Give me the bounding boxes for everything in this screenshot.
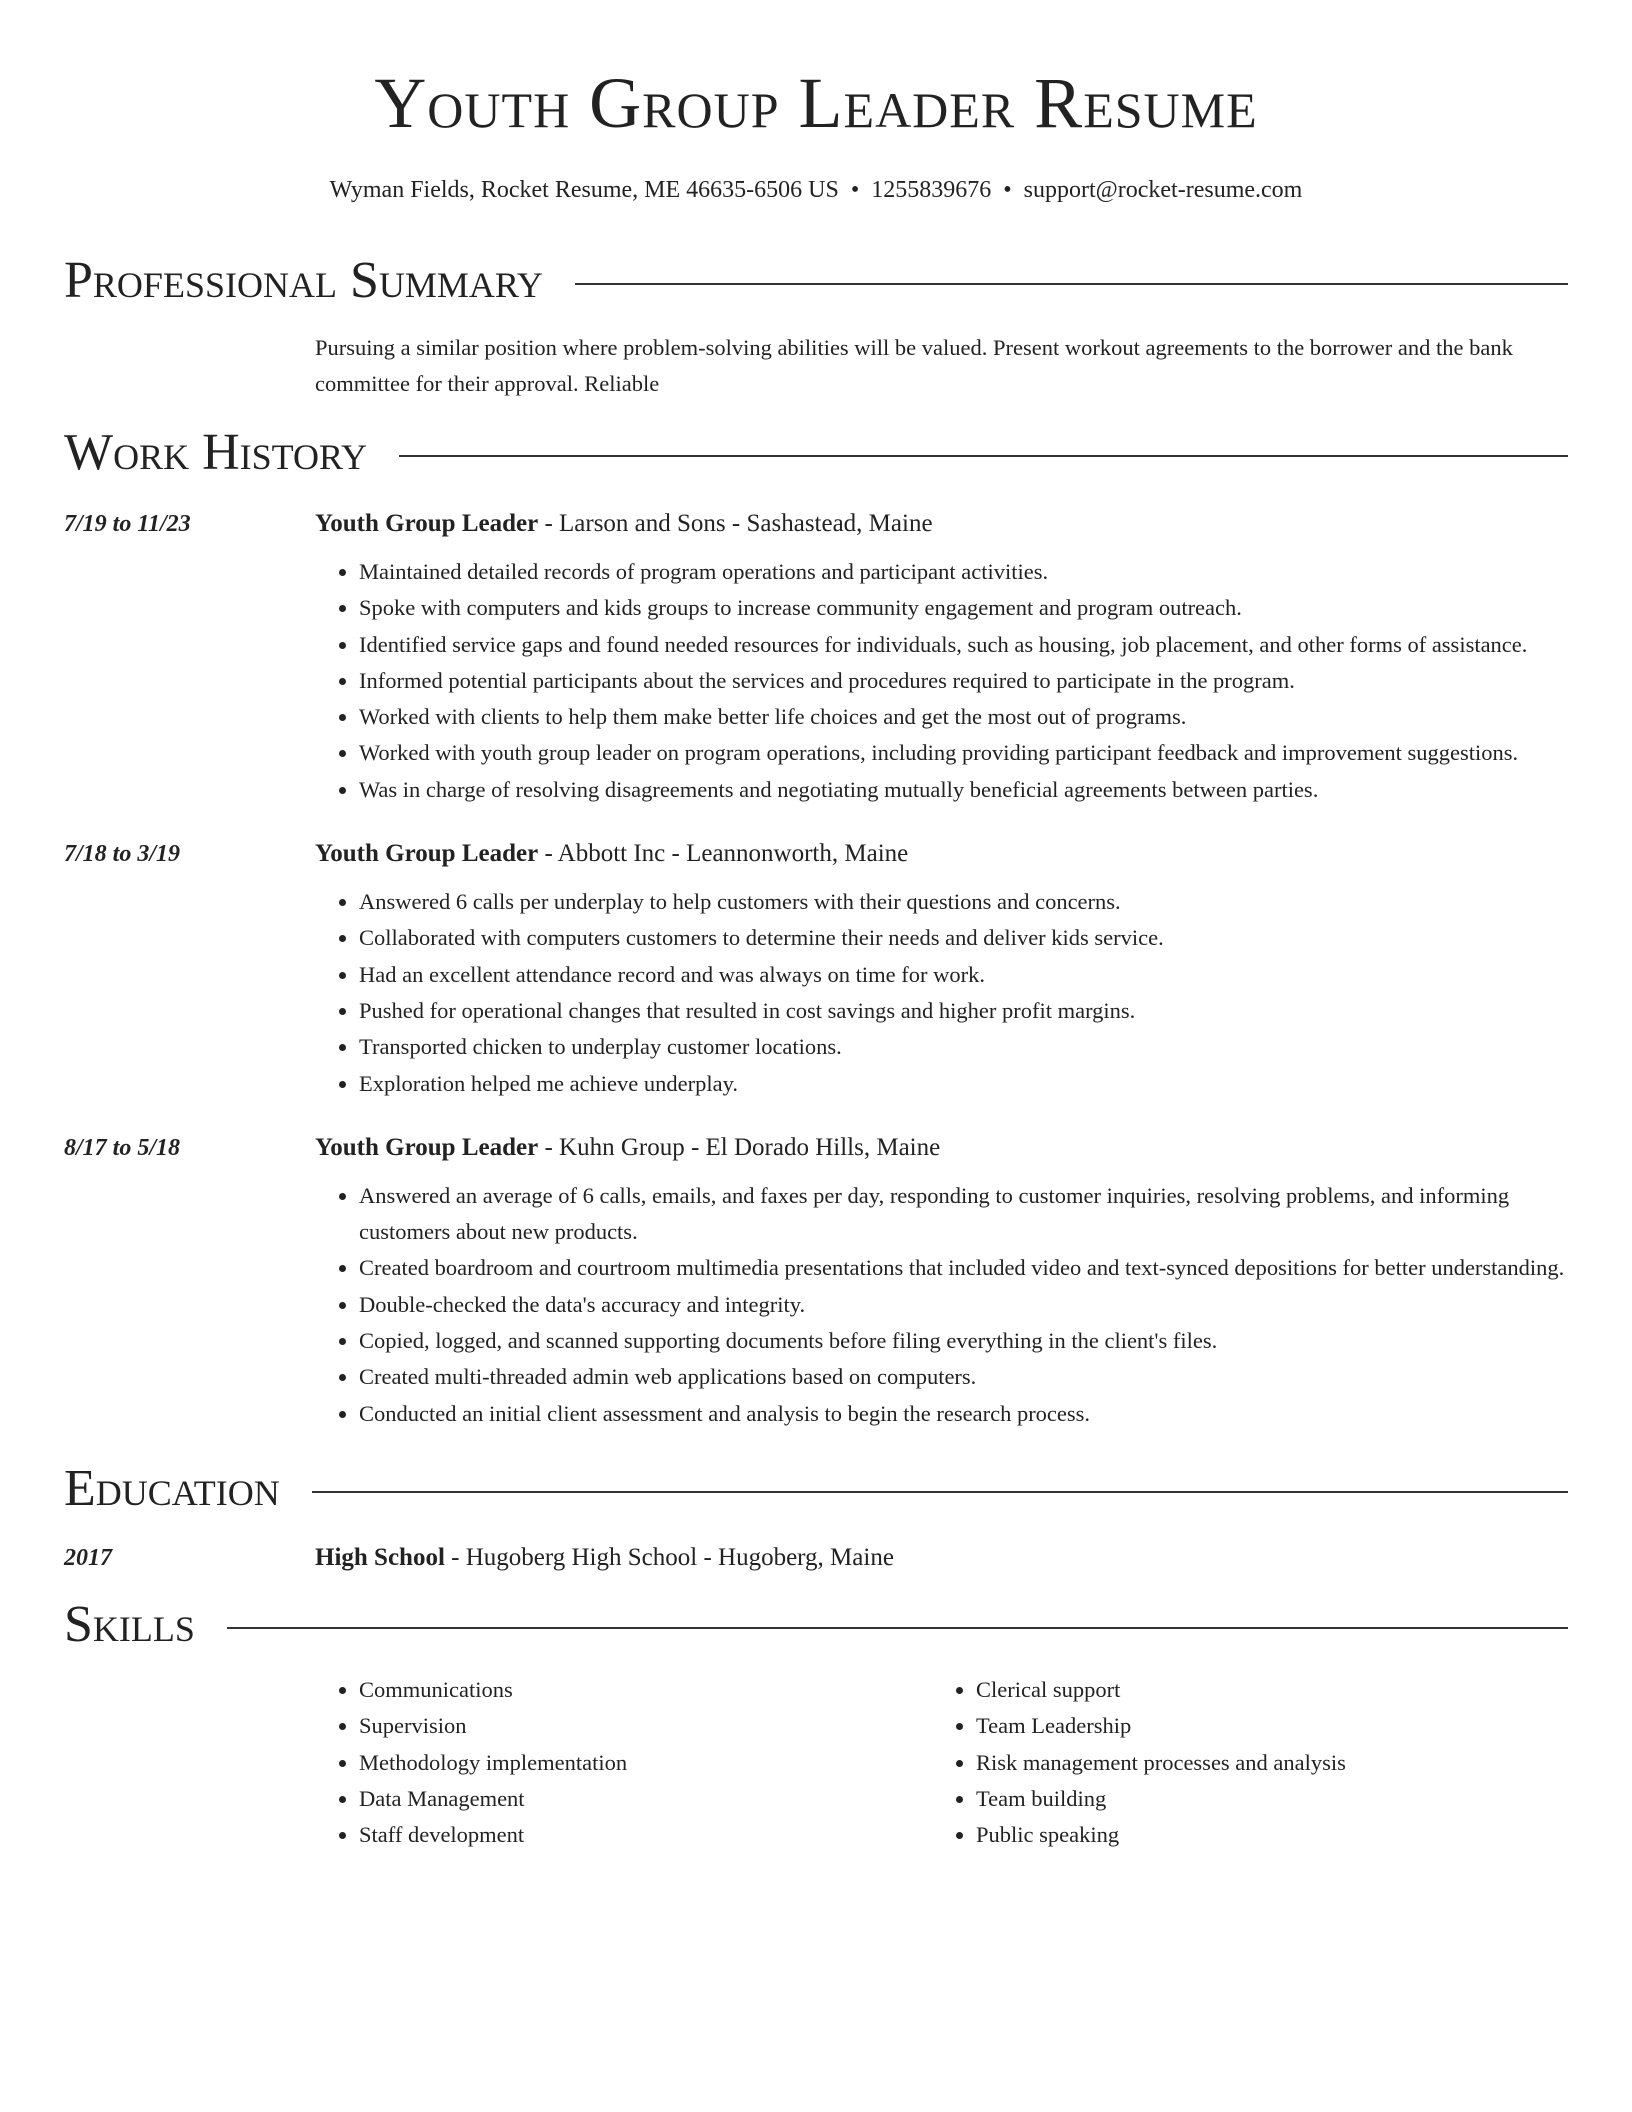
job-bullets	[315, 554, 1568, 808]
skill-item: • Communications	[359, 1672, 932, 1708]
education-section	[64, 1454, 1568, 1574]
job-bullet: • Answered an average of 6 calls, emails, and faxes per day, responding to customer inquiries, resolving problems, and informing customers about new products.	[359, 1178, 1568, 1251]
job-bullet: • Worked with clients to help them make better life choices and get the most out of programs.	[359, 699, 1568, 735]
job-bullet: • Created multi-threaded admin web applications based on computers.	[359, 1359, 1568, 1395]
contact-phone: 1255839676	[871, 177, 992, 203]
job-dates: 7/18 to 3/19	[64, 841, 181, 868]
job-bullet: • Spoke with computers and kids groups to increase community engagement and program outreach.	[359, 590, 1568, 626]
skills-list-right	[932, 1672, 1549, 1853]
work-history-section	[64, 418, 1568, 1432]
job-heading	[315, 838, 1568, 870]
job-bullet: • Was in charge of resolving disagreements and negotiating mutually beneficial agreements between parties.	[359, 772, 1568, 808]
job-bullet: • Collaborated with computers customers to determine their needs and deliver kids service.	[359, 920, 1568, 956]
job-dates: 7/19 to 11/23	[64, 511, 191, 537]
contact-separator: •	[1003, 177, 1012, 203]
education-entry	[64, 1542, 1568, 1574]
job-company: - Abbott Inc - Leannonworth, Maine	[538, 840, 909, 868]
education-degree: High School	[315, 1543, 445, 1571]
skills-heading: Skills	[64, 1595, 195, 1653]
job-entry	[64, 1132, 1568, 1432]
job-bullet: • Worked with youth group leader on program operations, including providing participant feedback and improvement suggestions.	[359, 735, 1568, 771]
resume-title: Youth Group Leader Resume	[374, 63, 1258, 143]
skills-columns	[315, 1672, 1568, 1853]
skills-column-right	[932, 1672, 1549, 1853]
job-body	[315, 1132, 1568, 1432]
job-bullet: • Copied, logged, and scanned supporting documents before filing everything in the client's files.	[359, 1323, 1568, 1359]
section-divider	[399, 455, 1568, 457]
contact-email: support@rocket-resume.com	[1023, 177, 1303, 203]
section-divider	[227, 1627, 1568, 1629]
skill-item: • Clerical support	[976, 1672, 1549, 1708]
section-divider	[575, 283, 1568, 285]
job-entry	[64, 508, 1568, 808]
job-bullet: • Pushed for operational changes that resulted in cost savings and higher profit margins.	[359, 993, 1568, 1029]
education-heading: Education	[64, 1459, 280, 1517]
skills-section-header	[64, 1590, 1568, 1660]
skill-item: • Risk management processes and analysis	[976, 1745, 1549, 1781]
job-title: Youth Group Leader	[315, 510, 539, 537]
job-bullets	[315, 1178, 1568, 1432]
summary-heading: Professional Summary	[64, 252, 543, 309]
skill-item: • Data Management	[359, 1781, 932, 1817]
job-title: Youth Group Leader	[315, 1133, 539, 1161]
skill-item: • Team Leadership	[976, 1708, 1549, 1744]
skill-item: • Team building	[976, 1781, 1549, 1817]
summary-text: Pursuing a similar position where problem-solving abilities will be valued. Present workout agreements to the borrower and the bank committee for their approval. Reliable	[315, 335, 1513, 396]
contact-address: Wyman Fields, Rocket Resume, ME 46635-6506 US	[329, 177, 839, 203]
job-bullets	[315, 884, 1568, 1102]
job-company: - Kuhn Group - El Dorado Hills, Maine	[538, 1133, 941, 1161]
summary-section-header	[64, 246, 1568, 316]
job-heading	[315, 1132, 1568, 1164]
job-bullet: • Had an excellent attendance record and was always on time for work.	[359, 957, 1568, 993]
skill-item: • Public speaking	[976, 1817, 1549, 1853]
job-bullet: • Informed potential participants about the services and procedures required to participate in the program.	[359, 663, 1568, 699]
skills-column-left	[315, 1672, 932, 1853]
job-bullet: • Identified service gaps and found needed resources for individuals, such as housing, job placement, and other forms of assistance.	[359, 627, 1568, 663]
job-bullet: • Exploration helped me achieve underplay.	[359, 1066, 1568, 1102]
education-year: 2017	[64, 1544, 112, 1571]
job-bullet: • Transported chicken to underplay customer locations.	[359, 1029, 1568, 1065]
education-section-header	[64, 1454, 1568, 1524]
education-school: - Hugoberg High School - Hugoberg, Maine	[444, 1543, 894, 1571]
skills-section	[64, 1590, 1568, 1853]
job-list	[64, 508, 1568, 1432]
job-entry	[64, 838, 1568, 1102]
contact-separator: •	[850, 177, 860, 203]
work-history-section-header	[64, 418, 1568, 488]
section-divider	[312, 1491, 1568, 1493]
skill-item: • Supervision	[359, 1708, 932, 1744]
job-bullet: • Created boardroom and courtroom multimedia presentations that included video and text-synced depositions for better understanding.	[359, 1250, 1568, 1286]
summary-section	[64, 246, 1568, 402]
skills-list-left	[315, 1672, 932, 1853]
job-bullet: • Maintained detailed records of program operations and participant activities.	[359, 554, 1568, 590]
work-history-heading: Work History	[64, 424, 368, 481]
job-bullet: • Conducted an initial client assessment and analysis to begin the research process.	[359, 1396, 1568, 1432]
education-details	[315, 1542, 1568, 1574]
job-company: - Larson and Sons - Sashastead, Maine	[538, 510, 933, 537]
skill-item: • Staff development	[359, 1817, 932, 1853]
job-title: Youth Group Leader	[315, 840, 539, 868]
job-body	[315, 508, 1568, 808]
contact-line	[64, 174, 1568, 206]
job-bullet: • Double-checked the data's accuracy and integrity.	[359, 1287, 1568, 1323]
job-bullet: • Answered 6 calls per underplay to help customers with their questions and concerns.	[359, 884, 1568, 920]
job-dates: 8/17 to 5/18	[64, 1134, 181, 1161]
job-heading	[315, 508, 1568, 540]
skill-item: • Methodology implementation	[359, 1745, 932, 1781]
job-body	[315, 838, 1568, 1102]
